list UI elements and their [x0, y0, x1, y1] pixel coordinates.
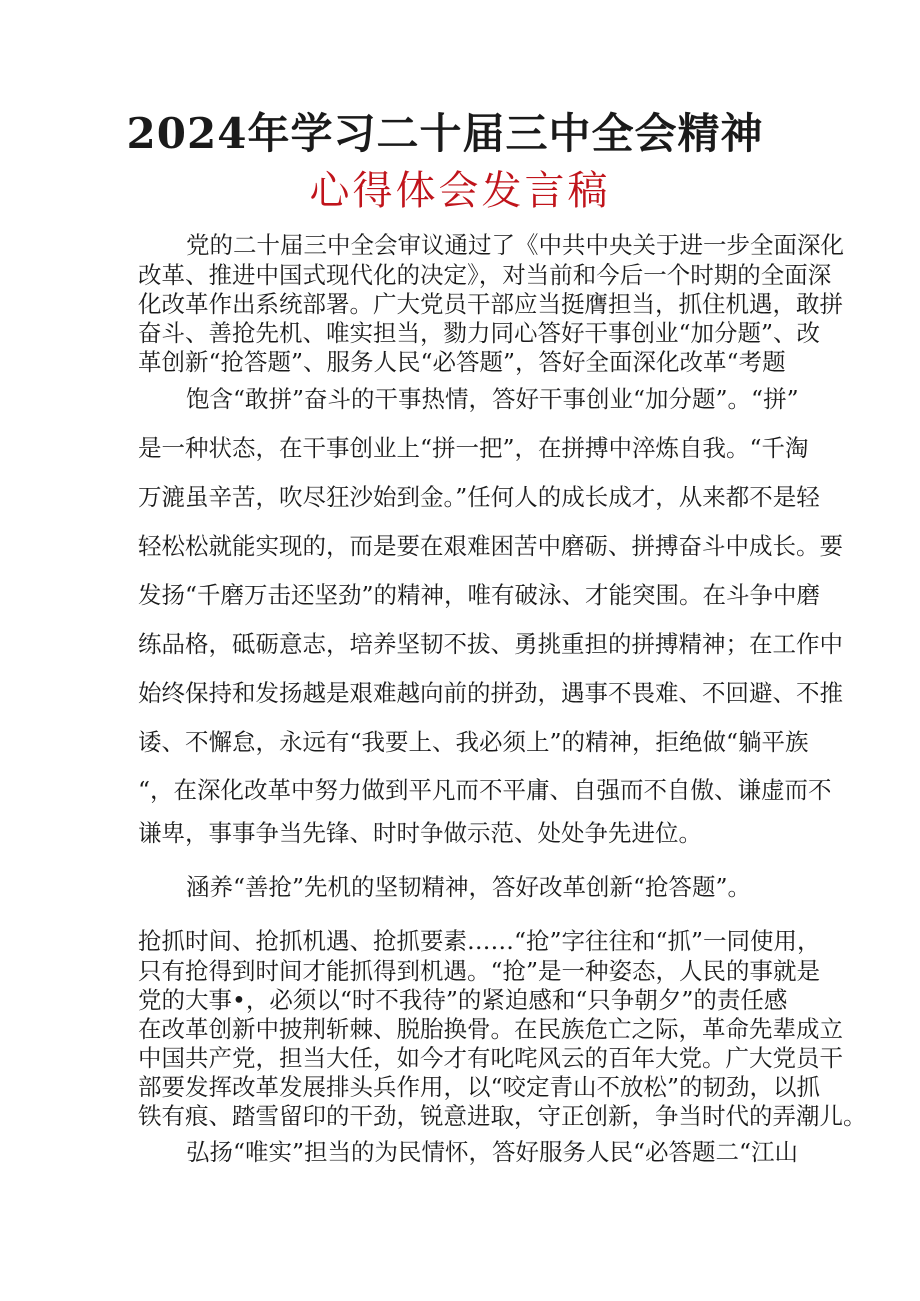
- text-line: 诿、不懈怠，永远有“我要上、我必须上”的精神，拒绝做“躺平族: [138, 728, 809, 756]
- text-line: 弘扬“唯实”担当的为民情怀，答好服务人民“必答题二“江山: [186, 1138, 799, 1166]
- text-line: 铁有痕、踏雪留印的干劲，锐意进取，守正创新，争当时代的弄潮儿。: [138, 1102, 867, 1130]
- text-line: 万漉虽辛苦，吹尽狂沙始到金。”任何人的成长成才，从来都不是轻: [138, 483, 820, 511]
- text-line: 中国共产党，担当大任，如今才有叱咤风云的百年大党。广大党员干: [138, 1044, 843, 1072]
- text-line: 抢抓时间、抢抓机遇、抢抓要素……“抢”字往往和“抓”一同使用，: [138, 927, 821, 955]
- text-line: 党的大事•，必须以“时不我待”的紧迫感和“只争朝夕”的责任感: [138, 986, 788, 1014]
- text-line: 革创新“抢答题”、服务人民“必答题”，答好全面深化改革“考题: [138, 348, 786, 376]
- text-line: 党的二十届三中全会审议通过了《中共中央关于进一步全面深化: [186, 231, 844, 259]
- document-subtitle: 心得体会发言稿: [309, 168, 611, 214]
- text-line: 谦卑，事事争当先锋、时时争做示范、处处争先进位。: [138, 819, 702, 847]
- text-line: 在改革创新中披荆斩棘、脱胎换骨。在民族危亡之际，革命先辈成立: [138, 1015, 843, 1043]
- text-line: 始终保持和发扬越是艰难越向前的拼劲，遇事不畏难、不回避、不推: [138, 679, 843, 707]
- text-line: 涵养“善抢”先机的坚韧精神，答好改革创新“抢答题”。: [186, 873, 752, 901]
- text-line: “，在深化改革中努力做到平凡而不平庸、自强而不自傲、谦虚而不: [138, 776, 832, 804]
- text-line: 饱含“敢拼”奋斗的干事热情，答好干事创业“加分题”。“拼”: [186, 385, 799, 413]
- text-line: 轻松松就能实现的，而是要在艰难困苦中磨砺、拼搏奋斗中成长。要: [138, 532, 843, 560]
- text-line: 只有抢得到时间才能抓得到机遇。“抢”是一种姿态，人民的事就是: [138, 957, 821, 985]
- text-line: 奋斗、善抢先机、唯实担当，勠力同心答好干事创业“加分题”、改: [138, 319, 821, 347]
- text-line: 化改革作出系统部署。广大党员干部应当挺膺担当，抓住机遇，敢拼: [138, 290, 843, 318]
- text-line: 发扬“千磨万击还坚劲”的精神，唯有破泳、才能突围。在斗争中磨: [138, 581, 821, 609]
- text-line: 练品格，砥砺意志，培养坚韧不拔、勇挑重担的拼搏精神；在工作中: [138, 630, 843, 658]
- text-line: 是一种状态，在干事创业上“拼一把”，在拼搏中淬炼自我。“千淘: [138, 434, 809, 462]
- text-line: 部要发挥改革发展排头兵作用，以“咬定青山不放松”的韧劲，以抓: [138, 1073, 821, 1101]
- document-title: 2024年学习二十届三中全会精神: [126, 109, 764, 158]
- text-line: 改革、推进中国式现代化的决定》，对当前和今后一个时期的全面深: [138, 261, 832, 289]
